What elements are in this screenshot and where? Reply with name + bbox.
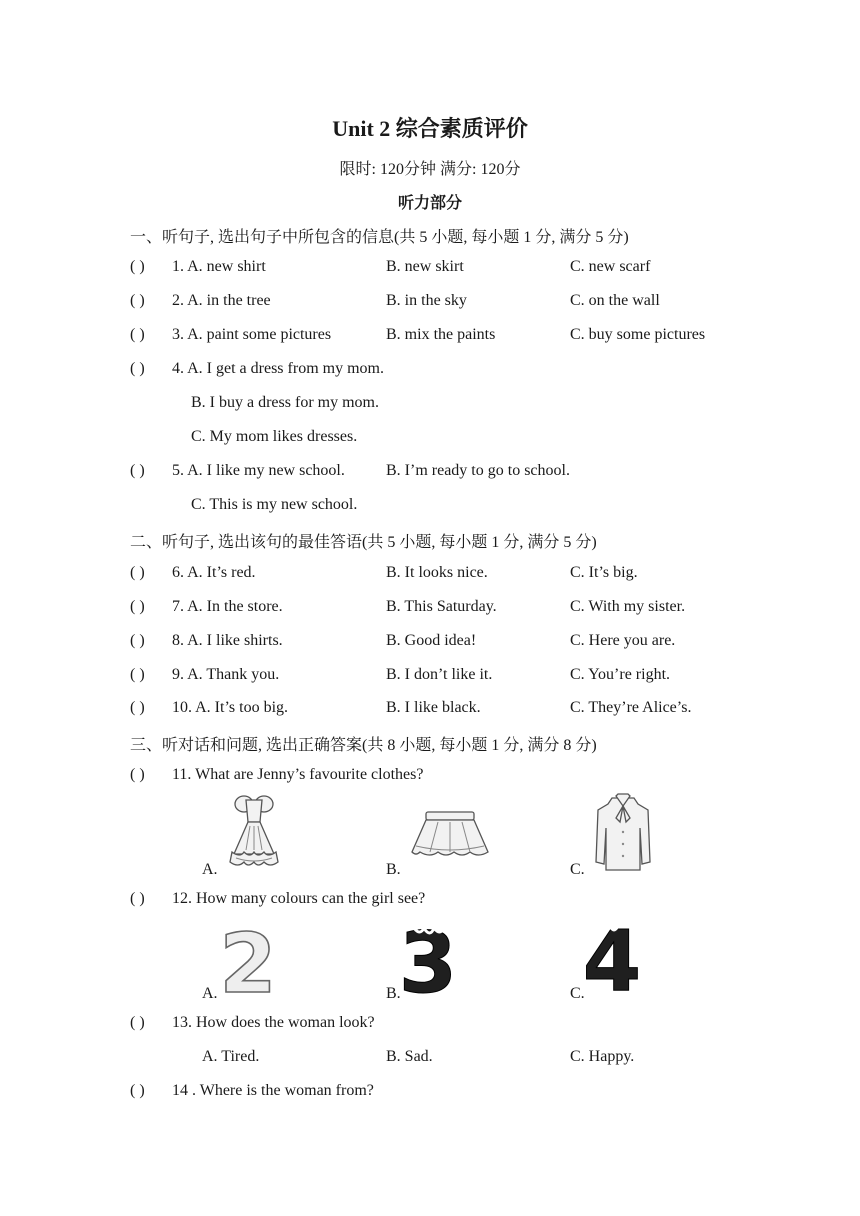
q7-option-c: C. With my sister. [570,598,686,615]
q13-option-a: A. Tired. [202,1048,260,1065]
answer-blank: ( ) [130,1014,145,1031]
q7-option-b: B. This Saturday. [386,598,497,615]
answer-blank: ( ) [130,1082,145,1099]
section-2-heading: 二、听句子, 选出该句的最佳答语(共 5 小题, 每小题 1 分, 满分 5 分) [130,534,597,551]
q5-option-c: C. This is my new school. [191,496,358,513]
q13-option-b: B. Sad. [386,1048,433,1065]
q7-option-a: 7. A. In the store. [172,598,283,615]
q11-label-b: B. [386,861,401,878]
question-2 [130,292,770,314]
question-1 [130,258,770,280]
question-4 [130,360,770,382]
q10-option-c: C. They’re Alice’s. [570,699,692,716]
q13-option-c: C. Happy. [570,1048,635,1065]
answer-blank: ( ) [130,890,145,907]
q12-question: 12. How many colours can the girl see? [172,890,426,907]
number-two-icon [219,917,277,1012]
q14-question: 14 . Where is the woman from? [172,1082,374,1099]
q1-option-b: B. new skirt [386,258,464,275]
question-11 [130,766,770,788]
q2-option-b: B. in the sky [386,292,467,309]
number-three-icon [398,914,458,1012]
q3-option-c: C. buy some pictures [570,326,706,343]
q1-option-c: C. new scarf [570,258,651,275]
q1-option-a: 1. A. new shirt [172,258,266,275]
answer-blank: ( ) [130,699,145,716]
question-13 [130,1014,770,1036]
answer-blank: ( ) [130,360,145,377]
q12-label-a: A. [202,985,218,1002]
number-three-glyph: 3 [398,914,458,1012]
answer-blank: ( ) [130,292,145,309]
q11-question: 11. What are Jenny’s favourite clothes? [172,766,424,783]
q5-option-b: B. I’m ready to go to school. [386,462,570,479]
q9-option-a: 9. A. Thank you. [172,666,280,683]
q12-label-b: B. [386,985,401,1002]
question-14 [130,1082,770,1104]
q12-label-c: C. [570,985,585,1002]
q4-option-a: 4. A. I get a dress from my mom. [172,360,384,377]
q11-label-c: C. [570,861,585,878]
question-12 [130,890,770,912]
answer-blank: ( ) [130,632,145,649]
q2-option-a: 2. A. in the tree [172,292,271,309]
q2-option-c: C. on the wall [570,292,660,309]
q13-question: 13. How does the woman look? [172,1014,375,1031]
page-subtitle: 限时: 120分钟 满分: 120分 [339,161,521,178]
q6-option-b: B. It looks nice. [386,564,488,581]
page-title: Unit 2 综合素质评价 [332,116,528,141]
q6-option-c: C. It’s big. [570,564,638,581]
blouse-icon [592,792,654,874]
q4-option-b: B. I buy a dress for my mom. [191,394,379,411]
answer-blank: ( ) [130,258,145,275]
answer-blank: ( ) [130,598,145,615]
question-10 [130,699,770,721]
q3-option-a: 3. A. paint some pictures [172,326,332,343]
q10-option-a: 10. A. It’s too big. [172,699,289,716]
q8-option-c: C. Here you are. [570,632,676,649]
q9-option-b: B. I don’t like it. [386,666,493,683]
q3-option-b: B. mix the paints [386,326,496,343]
q11-label-a: A. [202,861,218,878]
q6-option-a: 6. A. It’s red. [172,564,256,581]
part-title: 听力部分 [397,195,462,212]
q9-option-c: C. You’re right. [570,666,671,683]
q8-option-a: 8. A. I like shirts. [172,632,283,649]
question-7 [130,598,770,620]
answer-blank: ( ) [130,666,145,683]
answer-blank: ( ) [130,564,145,581]
answer-blank: ( ) [130,326,145,343]
q4-option-c: C. My mom likes dresses. [191,428,358,445]
answer-blank: ( ) [130,462,145,479]
section-3-heading: 三、听对话和问题, 选出正确答案(共 8 小题, 每小题 1 分, 满分 8 分) [130,737,597,754]
dress-icon [222,792,286,872]
number-four-glyph: 4 [582,912,642,1010]
question-6 [130,564,770,586]
question-9 [130,666,770,688]
q10-option-b: B. I like black. [386,699,481,716]
section-1-heading: 一、听句子, 选出句子中所包含的信息(共 5 小题, 每小题 1 分, 满分 5 分) [130,229,629,246]
skirt-icon [408,808,492,866]
q8-option-b: B. Good idea! [386,632,477,649]
question-5 [130,462,770,484]
number-two-glyph: 2 [219,917,277,1012]
number-four-icon [582,912,642,1010]
question-3 [130,326,770,348]
answer-blank: ( ) [130,766,145,783]
q5-option-a: 5. A. I like my new school. [172,462,345,479]
question-8 [130,632,770,654]
